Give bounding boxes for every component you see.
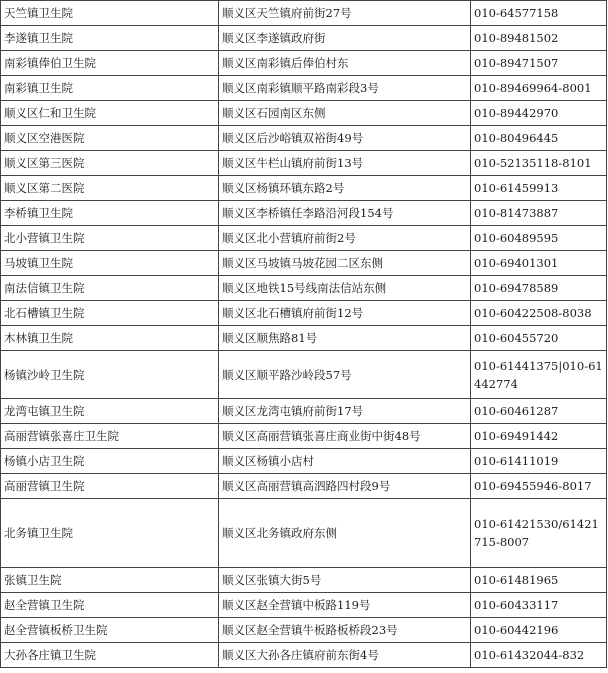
table-row bbox=[1, 399, 607, 424]
table-row bbox=[1, 568, 607, 593]
hospital-address-cell: 顺义区南彩镇顺平路南彩段3号 bbox=[219, 76, 471, 101]
hospital-phone-cell: 010-60442196 bbox=[471, 618, 607, 643]
hospital-name-cell: 赵全营镇板桥卫生院 bbox=[1, 618, 219, 643]
table-row bbox=[1, 499, 607, 568]
hospital-name-cell: 北务镇卫生院 bbox=[1, 499, 219, 568]
hospital-phone-cell: 010-60422508-8038 bbox=[471, 301, 607, 326]
hospital-address-cell: 顺义区牛栏山镇府前街13号 bbox=[219, 151, 471, 176]
hospital-address-cell: 顺义区地铁15号线南法信站东侧 bbox=[219, 276, 471, 301]
hospital-name-cell: 大孙各庄镇卫生院 bbox=[1, 643, 219, 668]
hospital-address-cell: 顺义区北小营镇府前街2号 bbox=[219, 226, 471, 251]
hospital-name-cell: 李遂镇卫生院 bbox=[1, 26, 219, 51]
hospital-name-cell: 南彩镇卫生院 bbox=[1, 76, 219, 101]
hospital-name-cell: 赵全营镇卫生院 bbox=[1, 593, 219, 618]
hospital-name-cell: 南法信镇卫生院 bbox=[1, 276, 219, 301]
hospital-address-cell: 顺义区后沙峪镇双裕街49号 bbox=[219, 126, 471, 151]
hospital-phone-cell: 010-64577158 bbox=[471, 1, 607, 26]
table-row bbox=[1, 326, 607, 351]
hospital-phone-cell: 010-89469964-8001 bbox=[471, 76, 607, 101]
table-row bbox=[1, 593, 607, 618]
table-row bbox=[1, 1, 607, 26]
hospital-phone-cell: 010-69401301 bbox=[471, 251, 607, 276]
table-row bbox=[1, 276, 607, 301]
hospital-name-cell: 高丽营镇卫生院 bbox=[1, 474, 219, 499]
hospital-name-cell: 杨镇小店卫生院 bbox=[1, 449, 219, 474]
hospital-address-cell: 顺义区龙湾屯镇府前街17号 bbox=[219, 399, 471, 424]
hospital-phone-cell: 010-60455720 bbox=[471, 326, 607, 351]
hospital-address-cell: 顺义区高丽营镇高泗路四村段9号 bbox=[219, 474, 471, 499]
hospital-name-cell: 木林镇卫生院 bbox=[1, 326, 219, 351]
hospital-address-cell: 顺义区赵全营镇牛板路板桥段23号 bbox=[219, 618, 471, 643]
table-row bbox=[1, 251, 607, 276]
hospital-phone-cell: 010-60461287 bbox=[471, 399, 607, 424]
hospital-name-cell: 马坡镇卫生院 bbox=[1, 251, 219, 276]
table-row bbox=[1, 26, 607, 51]
hospital-phone-cell: 010-81473887 bbox=[471, 201, 607, 226]
hospital-name-cell: 高丽营镇张喜庄卫生院 bbox=[1, 424, 219, 449]
hospital-phone-cell: 010-80496445 bbox=[471, 126, 607, 151]
table-row bbox=[1, 449, 607, 474]
hospital-phone-cell: 010-61441375|010-61442774 bbox=[471, 351, 607, 399]
table-row bbox=[1, 101, 607, 126]
hospital-address-cell: 顺义区大孙各庄镇府前东街4号 bbox=[219, 643, 471, 668]
table-row bbox=[1, 126, 607, 151]
table-row bbox=[1, 474, 607, 499]
hospital-phone-cell: 010-61481965 bbox=[471, 568, 607, 593]
table-row bbox=[1, 301, 607, 326]
table-row bbox=[1, 151, 607, 176]
hospital-phone-cell: 010-69455946-8017 bbox=[471, 474, 607, 499]
hospital-address-cell: 顺义区张镇大街5号 bbox=[219, 568, 471, 593]
hospital-phone-cell: 010-61459913 bbox=[471, 176, 607, 201]
hospital-name-cell: 顺义区第二医院 bbox=[1, 176, 219, 201]
hospital-phone-cell: 010-60489595 bbox=[471, 226, 607, 251]
hospital-address-cell: 顺义区顺平路沙岭段57号 bbox=[219, 351, 471, 399]
hospital-phone-cell: 010-52135118-8101 bbox=[471, 151, 607, 176]
hospital-address-cell: 顺义区北务镇政府东侧 bbox=[219, 499, 471, 568]
hospital-phone-cell: 010-89471507 bbox=[471, 51, 607, 76]
hospital-name-cell: 北石槽镇卫生院 bbox=[1, 301, 219, 326]
hospital-phone-cell: 010-89442970 bbox=[471, 101, 607, 126]
hospital-name-cell: 龙湾屯镇卫生院 bbox=[1, 399, 219, 424]
table-row bbox=[1, 351, 607, 399]
hospital-address-cell: 顺义区李遂镇政府街 bbox=[219, 26, 471, 51]
hospital-address-cell: 顺义区高丽营镇张喜庄商业街中街48号 bbox=[219, 424, 471, 449]
hospital-name-cell: 顺义区空港医院 bbox=[1, 126, 219, 151]
hospital-address-cell: 顺义区顺焦路81号 bbox=[219, 326, 471, 351]
hospital-name-cell: 南彩镇俸伯卫生院 bbox=[1, 51, 219, 76]
table-row bbox=[1, 226, 607, 251]
hospital-phone-cell: 010-69491442 bbox=[471, 424, 607, 449]
hospital-address-cell: 顺义区马坡镇马坡花园二区东侧 bbox=[219, 251, 471, 276]
table-row bbox=[1, 176, 607, 201]
hospital-phone-cell: 010-89481502 bbox=[471, 26, 607, 51]
hospital-name-cell: 李桥镇卫生院 bbox=[1, 201, 219, 226]
hospital-address-cell: 顺义区北石槽镇府前街12号 bbox=[219, 301, 471, 326]
hospital-name-cell: 张镇卫生院 bbox=[1, 568, 219, 593]
table-row bbox=[1, 201, 607, 226]
hospital-address-cell: 顺义区李桥镇任李路沿河段154号 bbox=[219, 201, 471, 226]
hospital-name-cell: 天竺镇卫生院 bbox=[1, 1, 219, 26]
hospital-table-body bbox=[1, 1, 607, 668]
hospital-phone-cell: 010-61411019 bbox=[471, 449, 607, 474]
table-row bbox=[1, 51, 607, 76]
hospital-name-cell: 顺义区仁和卫生院 bbox=[1, 101, 219, 126]
table-row bbox=[1, 643, 607, 668]
hospital-address-cell: 顺义区南彩镇后俸伯村东 bbox=[219, 51, 471, 76]
table-row bbox=[1, 618, 607, 643]
table-row bbox=[1, 424, 607, 449]
hospital-address-cell: 顺义区杨镇小店村 bbox=[219, 449, 471, 474]
table-row bbox=[1, 76, 607, 101]
hospital-phone-cell: 010-69478589 bbox=[471, 276, 607, 301]
hospital-phone-cell: 010-61432044-832 bbox=[471, 643, 607, 668]
hospital-name-cell: 杨镇沙岭卫生院 bbox=[1, 351, 219, 399]
hospital-address-cell: 顺义区天竺镇府前街27号 bbox=[219, 1, 471, 26]
hospital-name-cell: 北小营镇卫生院 bbox=[1, 226, 219, 251]
hospital-phone-cell: 010-60433117 bbox=[471, 593, 607, 618]
hospital-name-cell: 顺义区第三医院 bbox=[1, 151, 219, 176]
hospital-phone-cell: 010-61421530/61421715-8007 bbox=[471, 499, 607, 568]
hospital-address-cell: 顺义区赵全营镇中板路119号 bbox=[219, 593, 471, 618]
hospital-address-cell: 顺义区石园南区东侧 bbox=[219, 101, 471, 126]
hospital-address-cell: 顺义区杨镇环镇东路2号 bbox=[219, 176, 471, 201]
